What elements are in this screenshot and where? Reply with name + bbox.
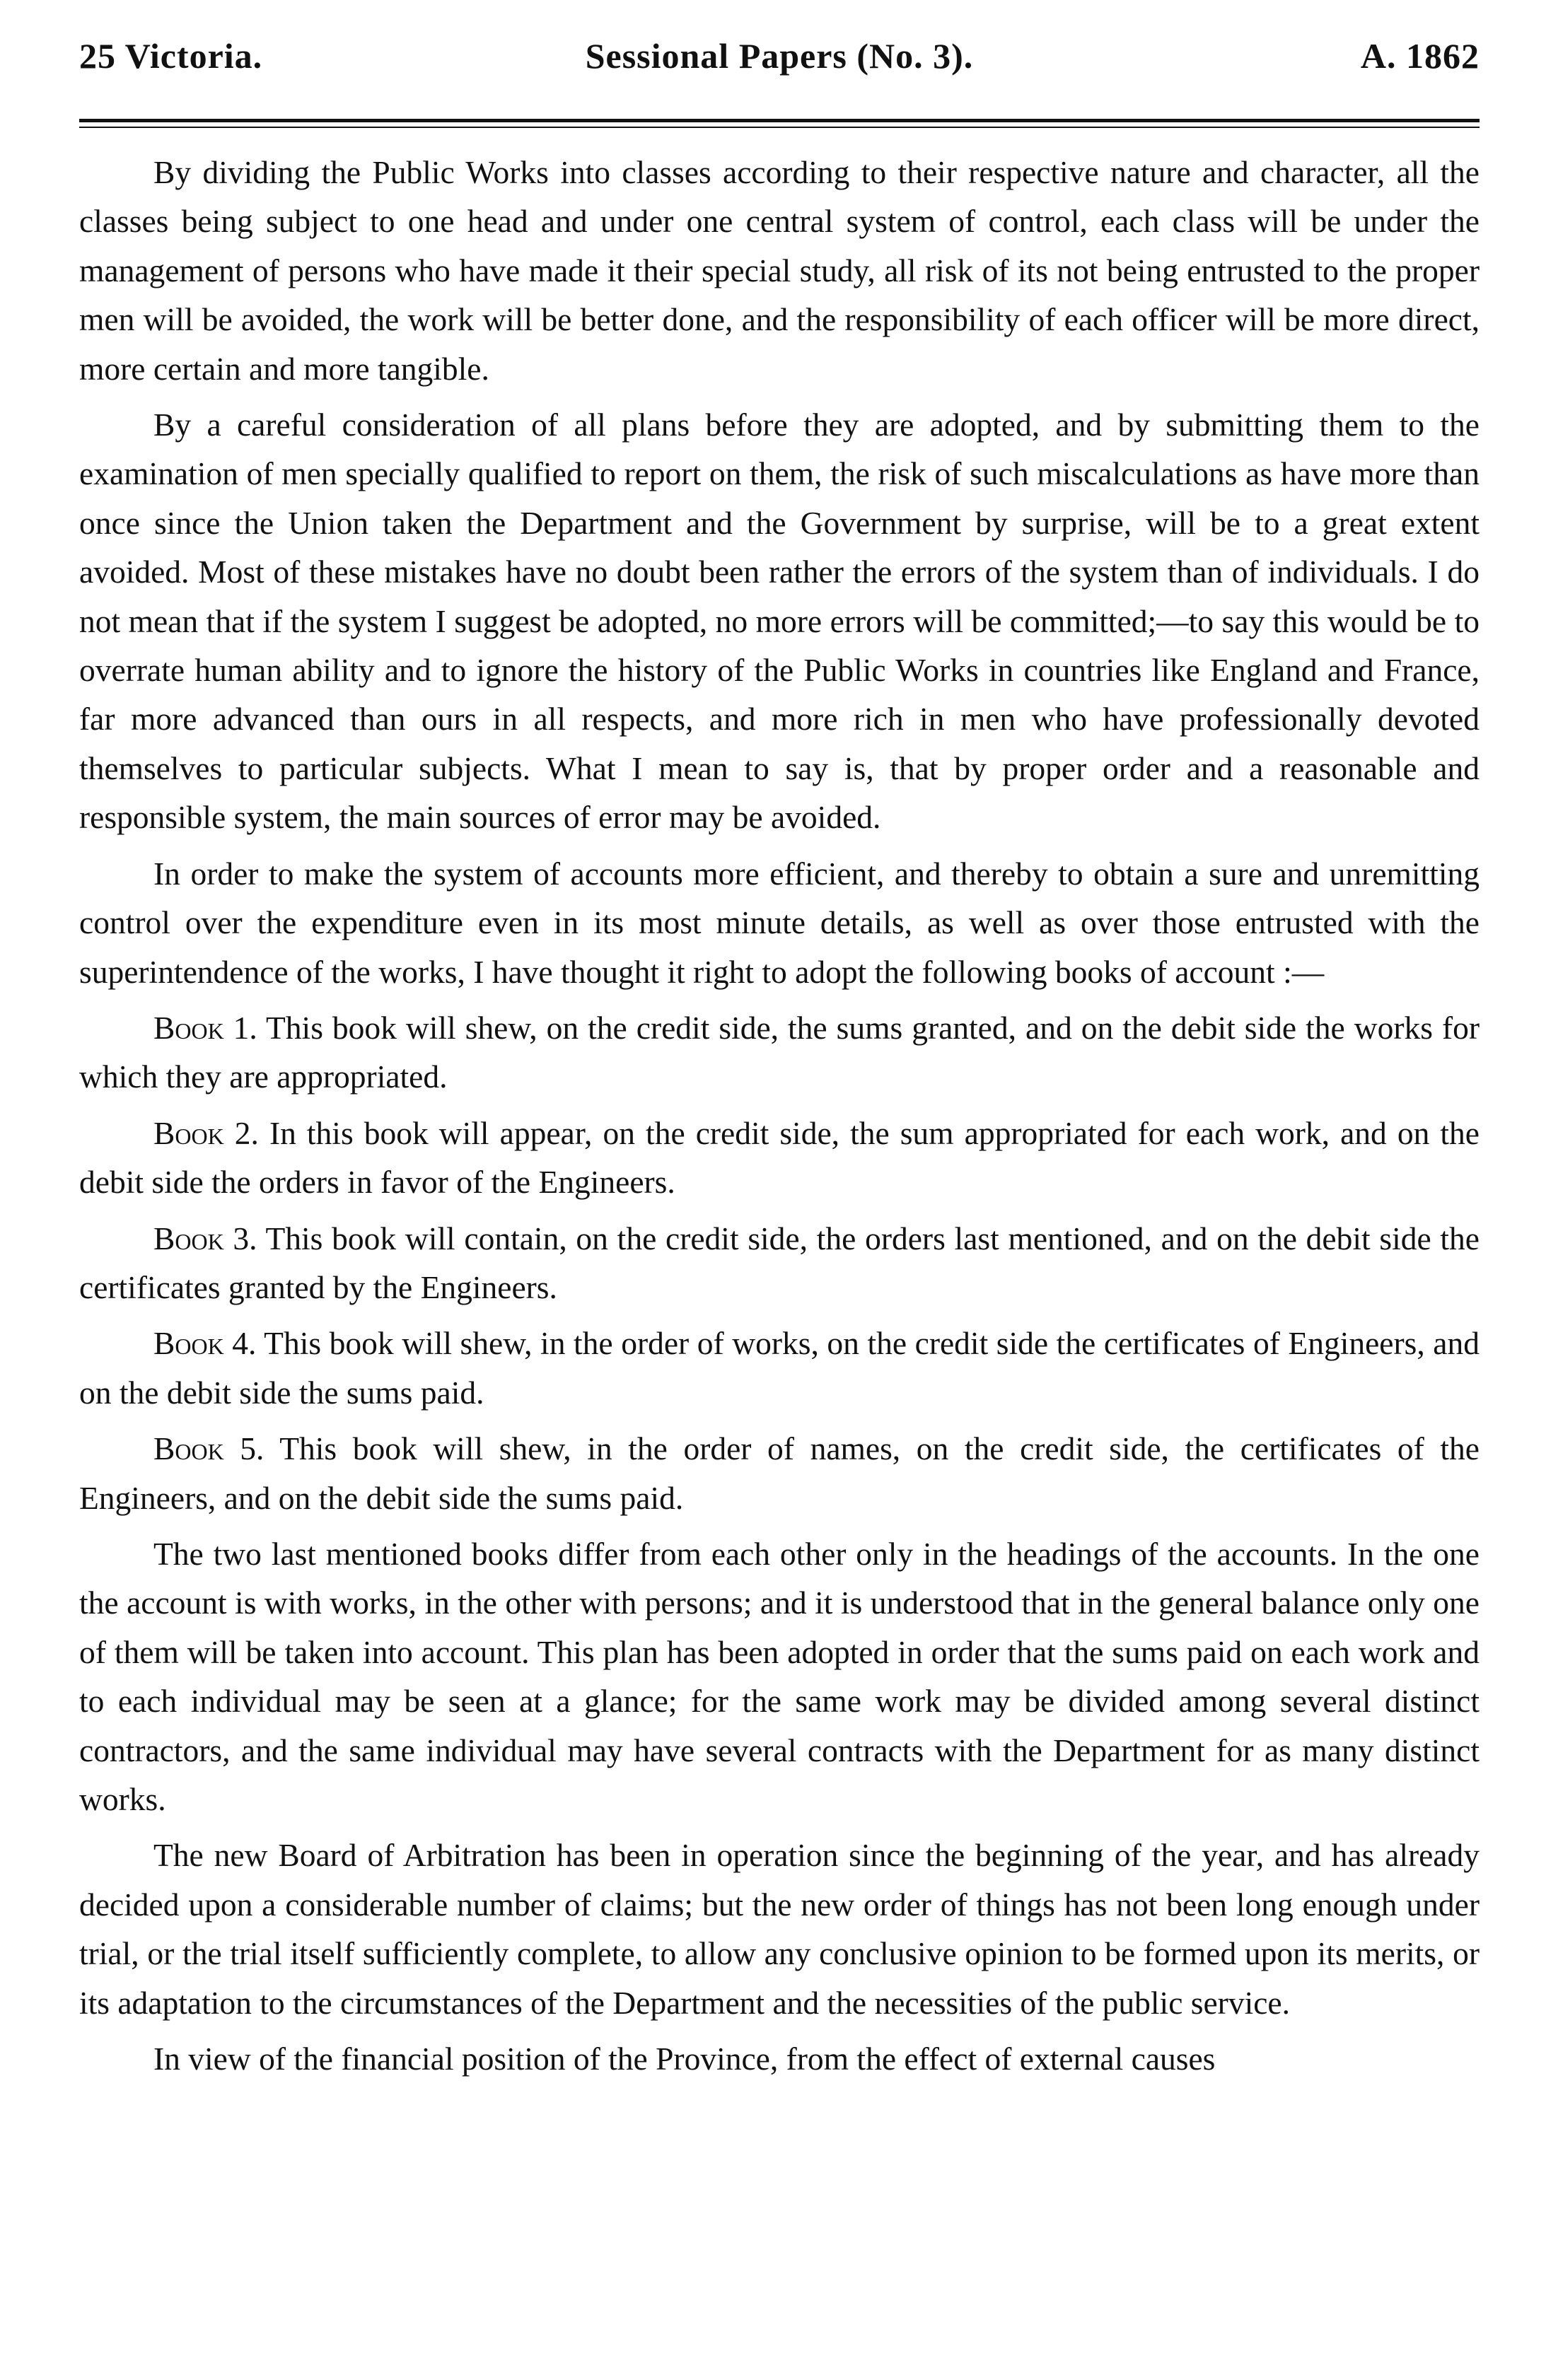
book-label: Book 5.: [153, 1430, 265, 1467]
header-right: A. 1862: [1360, 36, 1480, 76]
book-text: This book will shew, in the order of names, on the credit side, the certificates of the Engineers, and on the debit side the sums paid.: [79, 1430, 1480, 1516]
paragraph: By dividing the Public Works into classes according to their respective nature and character, all the classes being subject to one head and under one central system of control, each class will be under the management of persons who have made it their special study, all risk of its not being entrusted to the proper men will be avoided, the work will be better done, and the responsibility of each officer will be more direct, more certain and more tangible.: [79, 154, 1480, 387]
header-center: Sessional Papers (No. 3).: [585, 36, 974, 76]
paragraph: By a careful consideration of all plans before they are adopted, and by submitting them to the examination of men specially qualified to report on them, the risk of such miscalculations as have more than once since the Union taken the Department and the Government by surprise, will be to a great extent avoided. Most of these mistakes have no doubt been rather the errors of the system than of individuals. I do not mean that if the system I suggest be adopted, no more errors will be committed;—to say this would be to overrate human ability and to ignore the history of the Public Works in countries like England and France, far more advanced than ours in all respects, and more rich in men who have professionally devoted themselves to particular subjects. What I mean to say is, that by proper order and a reasonable and responsible system, the main sources of error may be avoided.: [79, 407, 1480, 836]
paragraph: The new Board of Arbitration has been in operation since the beginning of the year, and has already decided upon a considerable number of claims; but the new order of things has not been long enough under trial, or the trial itself sufficiently complete, to allow any conclusive opinion to be formed upon its merits, or its adaptation to the circumstances of the Department and the necessities of the public service.: [79, 1837, 1480, 2021]
page-header: [79, 28, 1480, 99]
book-entry: [79, 1424, 1480, 1522]
book-entry: [79, 1319, 1480, 1417]
book-text: This book will shew, on the credit side, the sums granted, and on the debit side the works for which they are appropriated.: [79, 1009, 1480, 1095]
body-text: [79, 148, 1480, 2083]
paragraph: In view of the financial position of the Province, from the effect of external causes: [153, 2041, 1216, 2077]
book-text: In this book will appear, on the credit side, the sum appropriated for each work, and on the debit side the orders in favor of the Engineers.: [79, 1114, 1480, 1201]
book-label: Book 3.: [153, 1220, 257, 1256]
book-entry: [79, 1109, 1480, 1207]
header-left: 25 Victoria.: [79, 36, 263, 76]
book-label: Book 2.: [153, 1114, 259, 1151]
book-label: Book 4.: [153, 1325, 257, 1362]
book-entry: [79, 1003, 1480, 1102]
paragraph: In order to make the system of accounts more efficient, and thereby to obtain a sure and unremitting control over the expenditure even in its most minute details, as well as over those entrusted with the superintendence of the works, I have thought it right to adopt the following books of account :—: [79, 855, 1480, 990]
paragraph: The two last mentioned books differ from each other only in the headings of the accounts. In the one the account is with works, in the other with persons; and it is understood that in the general balance only one of them will be taken into account. This plan has been adopted in order that the sums paid on each work and to each individual may be seen at a glance; for the same work may be divided among several distinct contractors, and the same individual may have several contracts with the Department for as many distinct works.: [79, 1535, 1480, 1817]
document-page: [79, 28, 1480, 2362]
book-label: Book 1.: [153, 1009, 257, 1046]
book-text: This book will contain, on the credit side, the orders last mentioned, and on the debit side the certificates granted by the Engineers.: [79, 1220, 1480, 1305]
header-rule: [79, 119, 1480, 122]
header-rule-thin: [79, 127, 1480, 128]
book-entry: [79, 1214, 1480, 1312]
book-text: This book will shew, in the order of works, on the credit side the certificates of Engineers, and on the debit side the sums paid.: [79, 1325, 1480, 1411]
